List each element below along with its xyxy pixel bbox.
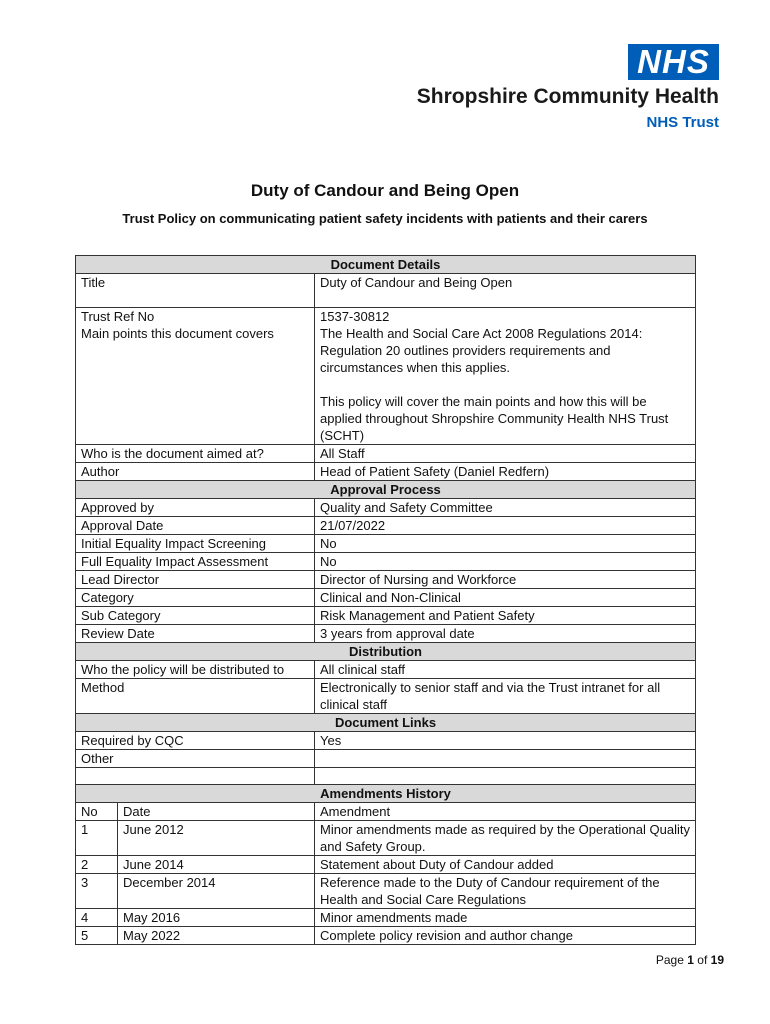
amendment-text: Complete policy revision and author change [315, 927, 696, 945]
table-row [76, 553, 696, 571]
amendment-text: Minor amendments made as required by the Operational Quality and Safety Group. [315, 821, 696, 856]
row-value: 21/07/2022 [315, 517, 696, 535]
row-value: Quality and Safety Committee [315, 499, 696, 517]
amendment-date: December 2014 [118, 874, 315, 909]
table-row [76, 308, 696, 445]
organisation-subtitle: NHS Trust [646, 114, 719, 131]
row-value [315, 768, 696, 785]
row-label: Method [76, 679, 315, 714]
table-row [76, 445, 696, 463]
column-header-no: No [76, 803, 118, 821]
row-value: 1537-30812 The Health and Social Care Act 2008 Regulations 2014: Regulation 20 outlines providers requirements and circumstances when this applies. This policy will cover the main points and how this will be applied throughout Shropshire Community Health NHS Trust (SCHT) [315, 308, 696, 445]
document-details-table [75, 255, 696, 945]
table-row [76, 874, 696, 909]
section-header-row [76, 481, 696, 499]
table-row [76, 517, 696, 535]
row-value: 3 years from approval date [315, 625, 696, 643]
section-heading: Approval Process [76, 481, 696, 499]
amendment-no: 1 [76, 821, 118, 856]
table-row [76, 571, 696, 589]
amendment-text: Minor amendments made [315, 909, 696, 927]
row-label: Title [76, 274, 315, 308]
amendment-no: 2 [76, 856, 118, 874]
row-value: Risk Management and Patient Safety [315, 607, 696, 625]
page-word: Page [655, 953, 684, 967]
table-row [76, 661, 696, 679]
spacer-row [76, 768, 696, 785]
table-row [76, 856, 696, 874]
row-value: No [315, 553, 696, 571]
amendment-text: Reference made to the Duty of Candour requirement of the Health and Social Care Regulations [315, 874, 696, 909]
table-row [76, 607, 696, 625]
organisation-name: Shropshire Community Health [416, 85, 719, 108]
nhs-logo: NHS [628, 44, 719, 80]
row-label: Review Date [76, 625, 315, 643]
row-value: Clinical and Non-Clinical [315, 589, 696, 607]
row-value: Duty of Candour and Being Open [315, 274, 696, 308]
table-row [76, 909, 696, 927]
row-label: Trust Ref No Main points this document covers [76, 308, 315, 445]
amendment-date: May 2022 [118, 927, 315, 945]
row-label: Lead Director [76, 571, 315, 589]
amendment-no: 5 [76, 927, 118, 945]
row-label: Approved by [76, 499, 315, 517]
table-row [76, 732, 696, 750]
table-row [76, 625, 696, 643]
page-total: 19 [710, 953, 724, 967]
row-value: All clinical staff [315, 661, 696, 679]
column-header-date: Date [118, 803, 315, 821]
amendment-no: 3 [76, 874, 118, 909]
row-label: Approval Date [76, 517, 315, 535]
table-row [76, 927, 696, 945]
row-label: Category [76, 589, 315, 607]
table-row [76, 821, 696, 856]
row-label [76, 768, 315, 785]
page-current: 1 [687, 953, 694, 967]
table-row [76, 535, 696, 553]
amendments-header-row [76, 803, 696, 821]
amendment-text: Statement about Duty of Candour added [315, 856, 696, 874]
row-value: Electronically to senior staff and via the Trust intranet for all clinical staff [315, 679, 696, 714]
row-label: Other [76, 750, 315, 768]
amendment-no: 4 [76, 909, 118, 927]
document-title: Duty of Candour and Being Open [250, 181, 520, 200]
row-value: Head of Patient Safety (Daniel Redfern) [315, 463, 696, 481]
table-row [76, 499, 696, 517]
section-header-row [76, 643, 696, 661]
section-heading: Document Details [76, 256, 696, 274]
table-row [76, 750, 696, 768]
row-label: Author [76, 463, 315, 481]
row-value [315, 750, 696, 768]
table-row [76, 679, 696, 714]
row-label: Required by CQC [76, 732, 315, 750]
amendment-date: June 2012 [118, 821, 315, 856]
section-heading: Amendments History [76, 785, 696, 803]
section-header-row [76, 714, 696, 732]
table-row [76, 589, 696, 607]
of-word: of [697, 953, 708, 967]
table-row [76, 463, 696, 481]
row-value: All Staff [315, 445, 696, 463]
section-header-row [76, 785, 696, 803]
table-row [76, 274, 696, 308]
document-subtitle: Trust Policy on communicating patient safety incidents with patients and their carers [122, 211, 648, 226]
row-value: Director of Nursing and Workforce [315, 571, 696, 589]
amendment-date: June 2014 [118, 856, 315, 874]
column-header-amendment: Amendment [315, 803, 696, 821]
row-label: Full Equality Impact Assessment [76, 553, 315, 571]
row-value: Yes [315, 732, 696, 750]
section-heading: Document Links [76, 714, 696, 732]
row-value: No [315, 535, 696, 553]
row-label: Who is the document aimed at? [76, 445, 315, 463]
amendment-date: May 2016 [118, 909, 315, 927]
row-label: Who the policy will be distributed to [76, 661, 315, 679]
section-header-row [76, 256, 696, 274]
page-number [656, 953, 724, 967]
row-label: Initial Equality Impact Screening [76, 535, 315, 553]
row-label: Sub Category [76, 607, 315, 625]
section-heading: Distribution [76, 643, 696, 661]
